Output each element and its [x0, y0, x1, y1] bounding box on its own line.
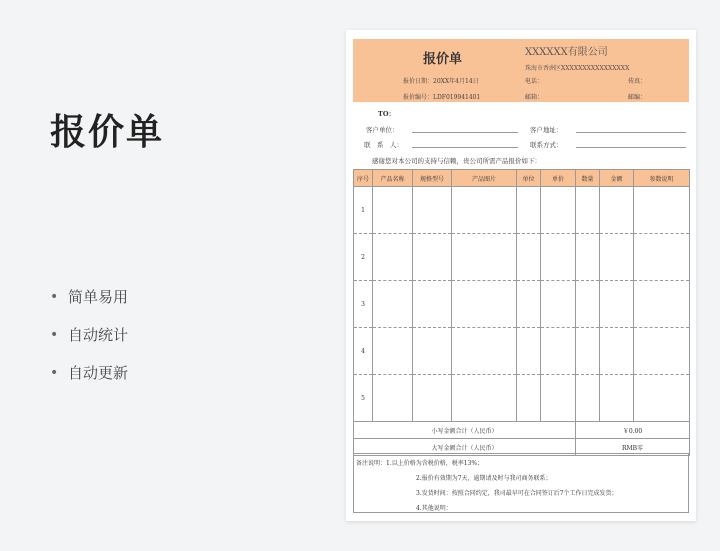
- client-field: [412, 132, 518, 133]
- quote-number: 报价编号：LDF019941401: [403, 94, 481, 101]
- contact-label: 联 系 人：: [364, 141, 403, 149]
- feature-item: [50, 278, 128, 316]
- bullet-icon: •: [50, 289, 59, 305]
- client-address-label: 客户地址：: [530, 126, 563, 134]
- bullet-icon: •: [50, 365, 59, 381]
- subtotal-row: [354, 422, 690, 439]
- notes-box: [353, 453, 689, 513]
- column-header: 产品名称: [373, 170, 413, 187]
- contact-method-field: [576, 147, 686, 148]
- row-number: 2: [354, 234, 373, 281]
- quotation-sheet: [346, 30, 696, 521]
- thanks-text: 感谢您对本公司的支持与信赖，贵公司所需产品报价如下：: [372, 157, 541, 165]
- phone-label: 电话：: [525, 78, 544, 85]
- client-address-field: [576, 132, 686, 133]
- subtotal-label: 小写金额合计（人民币）: [354, 422, 576, 439]
- feature-label: 自动更新: [68, 364, 129, 382]
- total-label: 大写金额合计（人民币）: [354, 439, 576, 456]
- note-line: 2.报价有效期为7天，逾期请及时与我司商务联系；: [416, 475, 552, 482]
- quotation-table: [353, 169, 690, 456]
- column-header: 规格型号: [413, 170, 452, 187]
- contact-method-label: 联系方式：: [530, 141, 563, 149]
- note-line: 4.其他说明：: [416, 505, 452, 512]
- feature-item: [50, 316, 128, 354]
- row-number: 4: [354, 328, 373, 375]
- client-label: 客户单位：: [366, 126, 399, 134]
- table-row: [354, 234, 690, 281]
- company-name: XXXXXX有限公司: [525, 47, 608, 58]
- column-header: 单位: [517, 170, 541, 187]
- table-row: [354, 328, 690, 375]
- company-address: 珠海市香洲区XXXXXXXXXXXXXXXX: [525, 65, 630, 72]
- table-row: [354, 281, 690, 328]
- table-row: [354, 375, 690, 422]
- to-label: TO：: [378, 110, 395, 118]
- column-header: 序号: [354, 170, 373, 187]
- column-header: 单价: [541, 170, 576, 187]
- sheet-title: 报价单: [423, 52, 463, 67]
- sheet-header: [353, 39, 689, 102]
- feature-item: [50, 354, 128, 392]
- row-number: 1: [354, 187, 373, 234]
- fax-label: 传真：: [628, 78, 647, 85]
- feature-label: 自动统计: [68, 326, 129, 344]
- column-header: 数量: [576, 170, 600, 187]
- total-value: RMB零: [576, 439, 690, 456]
- feature-label: 简单易用: [68, 288, 129, 306]
- column-header: 参数说明: [634, 170, 690, 187]
- table-header: [354, 170, 690, 187]
- column-header: 产品图片: [452, 170, 517, 187]
- table-row: [354, 187, 690, 234]
- slide-title: 报价单: [50, 112, 165, 153]
- feature-list: [50, 278, 128, 392]
- row-number: 5: [354, 375, 373, 422]
- note-line: 备注说明：1.以上价格为含税价格，税率13%；: [356, 460, 484, 467]
- contact-field: [412, 147, 518, 148]
- bullet-icon: •: [50, 327, 59, 343]
- quote-date: 报价日期：20XX年4月14日: [403, 78, 479, 85]
- row-number: 3: [354, 281, 373, 328]
- postcode-label: 邮编：: [628, 94, 647, 101]
- note-line: 3.发货时间：按照合同约定，我司最早可在合同签订后7个工作日完成发货；: [416, 490, 618, 497]
- subtotal-value: ￥0.00: [576, 422, 690, 439]
- email-label: 邮箱：: [525, 94, 544, 101]
- column-header: 金额: [600, 170, 634, 187]
